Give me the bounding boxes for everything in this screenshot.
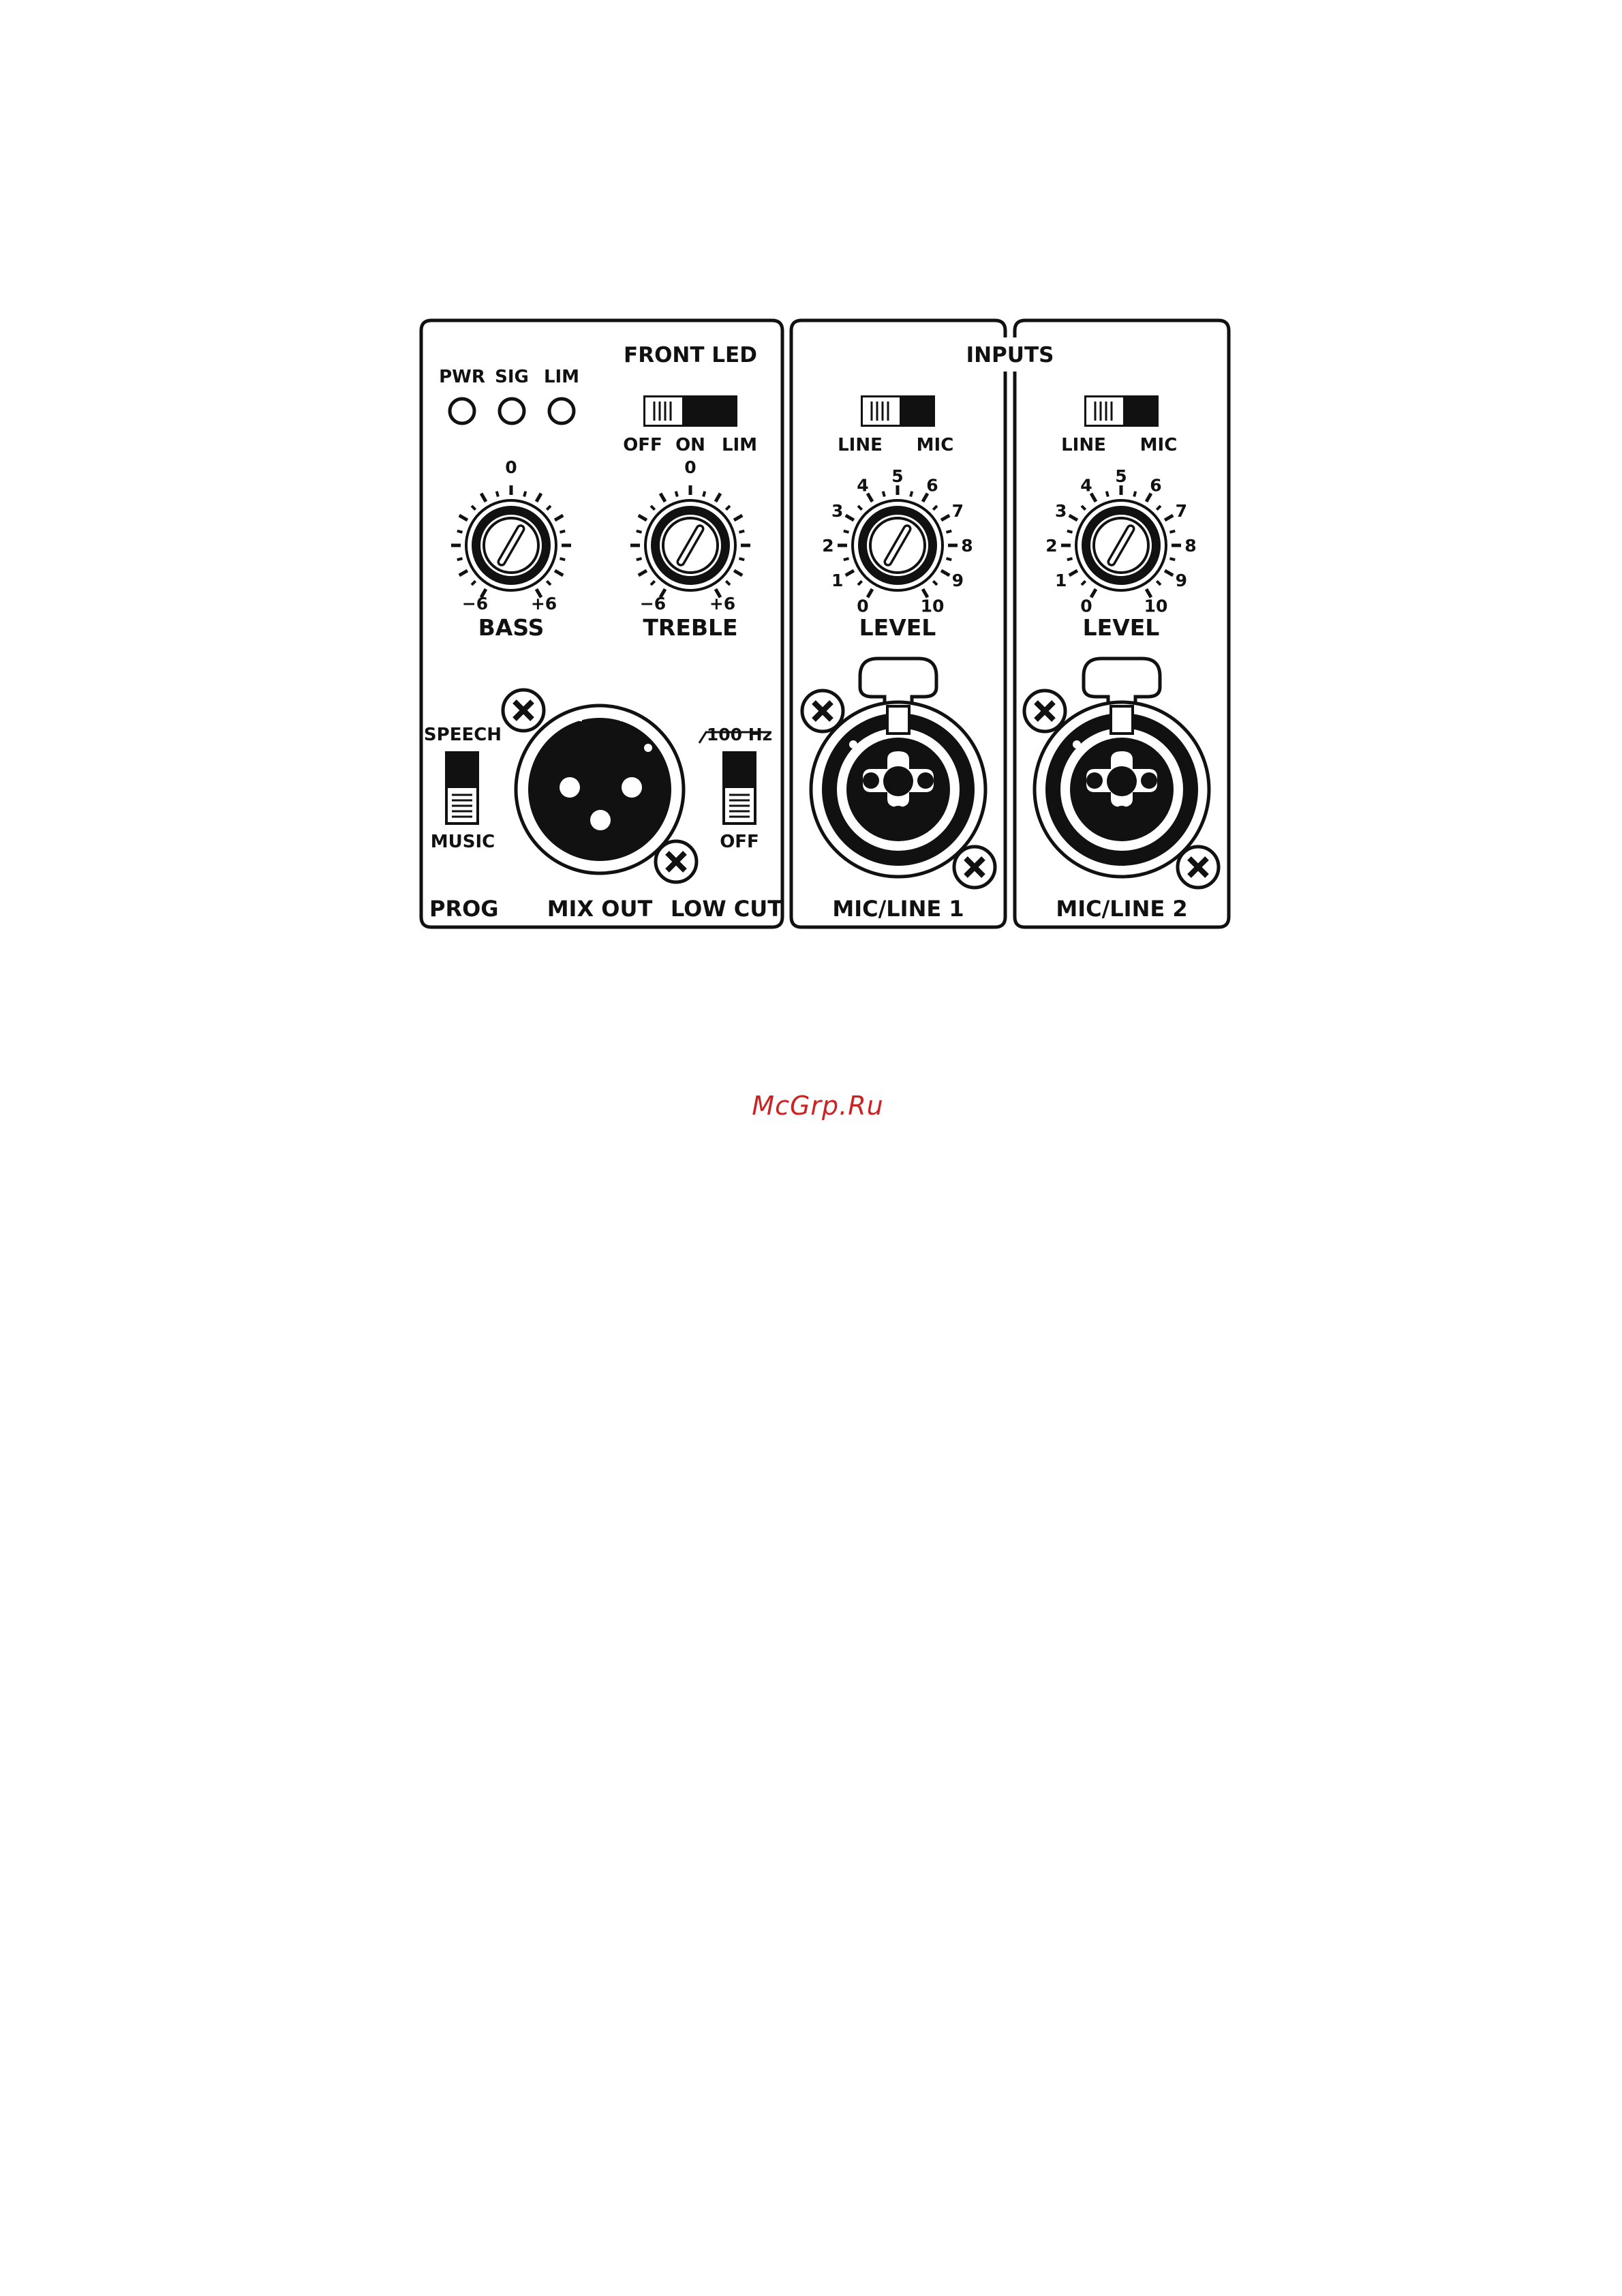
mix-out-xlr-jack[interactable] bbox=[516, 706, 684, 873]
knob-tick bbox=[946, 531, 951, 532]
input1-level-knob[interactable] bbox=[838, 485, 958, 597]
knob-tick bbox=[858, 581, 862, 585]
level-scale-label: 9 bbox=[951, 571, 964, 590]
prog-label-music: MUSIC bbox=[430, 832, 495, 852]
knob-tick bbox=[703, 492, 705, 497]
input1-screw-top bbox=[802, 691, 843, 731]
knob-tick bbox=[844, 558, 849, 560]
knob-tick bbox=[726, 581, 730, 585]
knob-tick bbox=[933, 581, 937, 585]
input1-jack-label: MIC/LINE 1 bbox=[832, 896, 964, 922]
knob-tick bbox=[739, 558, 744, 560]
level-scale-label: 1 bbox=[831, 571, 844, 590]
knob-tick bbox=[1134, 492, 1135, 497]
knob-tick bbox=[1169, 558, 1175, 560]
knob-tick bbox=[846, 571, 854, 575]
knob-tick bbox=[637, 558, 642, 560]
knob-tick bbox=[651, 506, 655, 510]
input2-combo-jack[interactable] bbox=[1035, 659, 1209, 877]
combo-pin bbox=[863, 772, 879, 789]
level-scale-label: 7 bbox=[1175, 501, 1188, 521]
knob-tick bbox=[497, 492, 498, 497]
knob-tick bbox=[560, 558, 565, 560]
treble-scale-max: +6 bbox=[709, 594, 736, 614]
input1-switch-mic-label: MIC bbox=[916, 435, 954, 455]
sig-led-indicator bbox=[500, 399, 524, 423]
low-cut-section-label: LOW CUT bbox=[670, 896, 783, 922]
knob-tick bbox=[459, 515, 468, 520]
input2-jack-label: MIC/LINE 2 bbox=[1056, 896, 1188, 922]
level-scale-label: 3 bbox=[1054, 501, 1067, 521]
input2-level-label: LEVEL bbox=[1082, 614, 1160, 641]
led-label-pwr: PWR bbox=[439, 367, 485, 387]
knob-tick bbox=[946, 558, 951, 560]
knob-tick bbox=[883, 492, 885, 497]
knob-tick bbox=[651, 581, 655, 585]
knob-tick bbox=[1157, 506, 1161, 510]
knob-tick bbox=[911, 492, 912, 497]
knob-tick bbox=[459, 571, 468, 575]
level-scale-label: 5 bbox=[1115, 466, 1127, 486]
knob-tick bbox=[734, 571, 742, 575]
knob-tick bbox=[933, 506, 937, 510]
knob-tick bbox=[1165, 515, 1173, 520]
knob-tick bbox=[1165, 571, 1173, 575]
knob-tick bbox=[1067, 558, 1073, 560]
watermark-text: McGrp.Ru bbox=[752, 1091, 884, 1121]
front-led-switch[interactable] bbox=[643, 395, 737, 427]
input2-screw-top bbox=[1024, 691, 1065, 731]
knob-tick bbox=[1169, 531, 1175, 532]
combo-pin bbox=[917, 772, 934, 789]
combo-jack-center bbox=[883, 766, 913, 796]
level-scale-label: 6 bbox=[926, 475, 938, 496]
front-led-pos-off: OFF bbox=[623, 435, 662, 455]
level-scale-label: 5 bbox=[891, 466, 904, 486]
front-led-title: FRONT LED bbox=[624, 343, 757, 367]
knob-tick bbox=[524, 492, 525, 497]
prog-label-speech: SPEECH bbox=[423, 725, 502, 745]
knob-tick bbox=[555, 515, 563, 520]
knob-tick bbox=[637, 531, 642, 532]
level-scale-label: 10 bbox=[920, 596, 945, 616]
knob-tick bbox=[941, 515, 949, 520]
input1-switch-line-label: LINE bbox=[838, 435, 883, 455]
knob-tick bbox=[1082, 581, 1086, 585]
prog-section-label: PROG bbox=[429, 896, 499, 922]
input1-screw-bottom bbox=[954, 847, 995, 888]
prog-switch[interactable] bbox=[445, 751, 479, 825]
combo-key bbox=[1111, 706, 1133, 734]
bass-scale-min: −6 bbox=[461, 594, 489, 614]
knob-tick bbox=[858, 506, 862, 510]
knob-tick bbox=[1082, 506, 1086, 510]
knob-tick bbox=[560, 531, 565, 532]
input2-level-knob[interactable] bbox=[1061, 485, 1181, 597]
knob-tick bbox=[547, 581, 551, 585]
knob-tick bbox=[1107, 492, 1108, 497]
knob-tick bbox=[726, 506, 730, 510]
knob-tick bbox=[457, 531, 463, 532]
knob-tick bbox=[472, 581, 476, 585]
level-scale-label: 3 bbox=[831, 501, 844, 521]
knob-tick bbox=[481, 494, 486, 502]
level-scale-label: 6 bbox=[1150, 475, 1162, 496]
knob-tick bbox=[555, 571, 563, 575]
front-led-pos-lim: LIM bbox=[721, 435, 758, 455]
led-label-lim: LIM bbox=[543, 367, 580, 387]
input1-combo-jack[interactable] bbox=[811, 659, 985, 877]
level-scale-label: 10 bbox=[1144, 596, 1168, 616]
knob-tick bbox=[457, 558, 463, 560]
knob-tick bbox=[716, 494, 720, 502]
inputs-title: INPUTS bbox=[966, 343, 1054, 367]
combo-pin bbox=[1086, 772, 1103, 789]
level-scale-label: 1 bbox=[1054, 571, 1067, 590]
low-cut-label-off: OFF bbox=[720, 832, 759, 852]
combo-pin bbox=[1141, 772, 1157, 789]
knob-tick bbox=[547, 506, 551, 510]
treble-scale-zero: 0 bbox=[684, 457, 697, 477]
knob-tick bbox=[660, 494, 665, 502]
level-scale-label: 9 bbox=[1175, 571, 1188, 590]
input2-switch-line-label: LINE bbox=[1061, 435, 1106, 455]
lim-led-indicator bbox=[549, 399, 574, 423]
knob-tick bbox=[1069, 571, 1077, 575]
level-scale-label: 8 bbox=[1184, 536, 1197, 556]
treble-scale-min: −6 bbox=[639, 594, 667, 614]
input1-level-label: LEVEL bbox=[859, 614, 936, 641]
level-scale-label: 0 bbox=[1080, 596, 1092, 616]
knob-tick bbox=[472, 506, 476, 510]
knob-tick bbox=[536, 494, 541, 502]
bass-label: BASS bbox=[478, 614, 545, 641]
mix-out-screw-bottom bbox=[656, 841, 697, 882]
low-cut-label-100hz: 100 Hz bbox=[706, 725, 773, 744]
pwr-led-indicator bbox=[450, 399, 474, 423]
bass-scale-zero: 0 bbox=[505, 457, 517, 477]
input1-line-mic-switch[interactable] bbox=[861, 395, 935, 427]
knob-tick bbox=[846, 515, 854, 520]
combo-marker-dot bbox=[1073, 740, 1081, 749]
level-scale-label: 0 bbox=[857, 596, 869, 616]
knob-tick bbox=[639, 515, 647, 520]
knob-tick bbox=[1069, 515, 1077, 520]
combo-key bbox=[887, 706, 909, 734]
treble-label: TREBLE bbox=[643, 614, 738, 641]
input2-line-mic-switch[interactable] bbox=[1084, 395, 1159, 427]
knob-tick bbox=[639, 571, 647, 575]
level-scale-label: 4 bbox=[1080, 475, 1092, 496]
level-scale-label: 2 bbox=[822, 536, 834, 556]
knob-tick bbox=[1067, 531, 1073, 532]
level-scale-label: 7 bbox=[951, 501, 964, 521]
treble-knob[interactable] bbox=[630, 485, 750, 597]
led-label-sig: SIG bbox=[495, 367, 529, 387]
front-led-pos-on: ON bbox=[675, 435, 705, 455]
knob-tick bbox=[1157, 581, 1161, 585]
combo-jack-center bbox=[1107, 766, 1137, 796]
level-scale-label: 2 bbox=[1045, 536, 1058, 556]
combo-pin bbox=[1112, 806, 1131, 825]
input2-switch-mic-label: MIC bbox=[1139, 435, 1178, 455]
combo-pin bbox=[889, 806, 908, 825]
level-scale-label: 8 bbox=[961, 536, 973, 556]
knob-tick bbox=[739, 531, 744, 532]
knob-tick bbox=[676, 492, 677, 497]
knob-tick bbox=[734, 515, 742, 520]
mix-out-screw-top bbox=[503, 690, 544, 731]
input2-screw-bottom bbox=[1178, 847, 1219, 888]
knob-tick bbox=[844, 531, 849, 532]
knob-tick bbox=[941, 571, 949, 575]
bass-scale-max: +6 bbox=[530, 594, 557, 614]
low-cut-switch[interactable] bbox=[722, 751, 756, 825]
level-scale-label: 4 bbox=[857, 475, 869, 496]
mix-out-label: MIX OUT bbox=[547, 896, 653, 922]
combo-marker-dot bbox=[849, 740, 857, 749]
bass-knob[interactable] bbox=[451, 485, 571, 597]
